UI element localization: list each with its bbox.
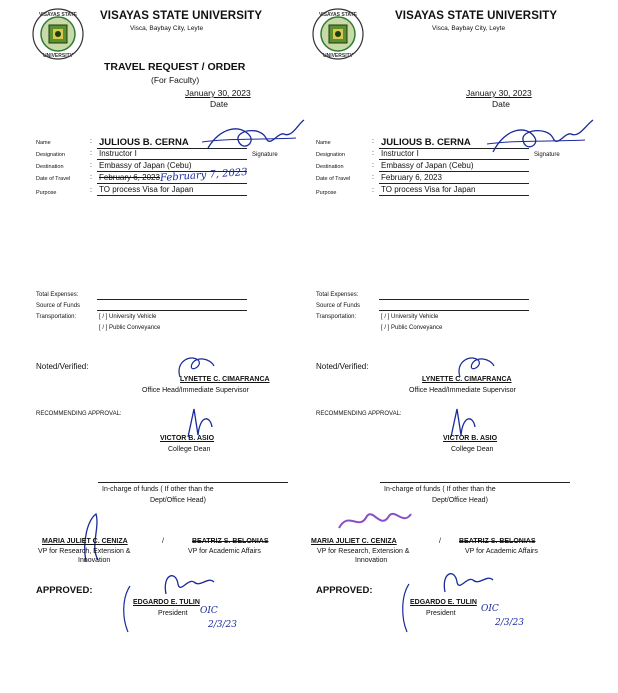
noted-role: Office Head/Immediate Supervisor	[142, 387, 249, 394]
recommending-label: RECOMMENDING APPROVAL:	[36, 411, 122, 417]
funds-line1: In-charge of funds ( If other than the	[384, 486, 496, 493]
purpose-label: Purpose	[316, 190, 337, 196]
name-label: Name	[316, 140, 331, 146]
source-funds-label: Source of Funds	[36, 303, 81, 309]
vp-research-role1: VP for Research, Extension &	[38, 548, 131, 555]
option-university-vehicle: [ / ] University Vehicle	[381, 314, 439, 320]
option-public-conveyance: [ / ] Public Conveyance	[381, 325, 443, 331]
applicant-signature	[485, 118, 597, 168]
designation-label: Designation	[36, 152, 66, 158]
travel-date-value: February 6, 2023	[99, 173, 160, 182]
svg-text:UNIVERSITY: UNIVERSITY	[42, 53, 74, 59]
president-role: President	[158, 610, 188, 617]
destination-label: Destination	[36, 164, 64, 170]
travel-date-label: Date of Travel	[316, 176, 351, 182]
purpose-value: TO process Visa for Japan	[99, 185, 194, 194]
purpose-label: Purpose	[36, 190, 57, 196]
university-address: Visca, Baybay City, Leyte	[432, 25, 506, 32]
transportation-label: Transportation:	[36, 314, 77, 320]
funds-line2: Dept/Office Head)	[150, 497, 206, 504]
vp-academic-name: BEATRIZ S. BELONIAS	[459, 538, 536, 545]
president-initials: OIC	[200, 606, 218, 616]
name-value: JULIOUS B. CERNA	[99, 137, 189, 148]
name-value: JULIOUS B. CERNA	[381, 137, 471, 148]
vp-research-signature	[335, 506, 415, 536]
designation-value: Instructor I	[381, 149, 419, 158]
university-name: VISAYAS STATE UNIVERSITY	[100, 10, 263, 22]
svg-text:VISAYAS STATE: VISAYAS STATE	[38, 12, 78, 18]
total-expenses-label: Total Expenses:	[316, 292, 359, 298]
noted-name: LYNETTE C. CIMAFRANCA	[422, 376, 512, 383]
president-initials: OIC	[481, 604, 499, 614]
option-university-vehicle: [ / ] University Vehicle	[99, 314, 157, 320]
vp-academic-name: BEATRIZ S. BELONIAS	[192, 538, 269, 545]
university-seal-icon	[312, 8, 364, 60]
date-label: Date	[210, 99, 228, 109]
date-label: Date	[492, 99, 510, 109]
funds-line1: In-charge of funds ( If other than the	[102, 486, 214, 493]
noted-role: Office Head/Immediate Supervisor	[409, 387, 516, 394]
university-name: VISAYAS STATE UNIVERSITY	[395, 10, 558, 22]
president-name: EDGARDO E. TULIN	[133, 599, 200, 606]
university-seal-icon	[32, 8, 84, 60]
svg-text:UNIVERSITY: UNIVERSITY	[322, 53, 354, 59]
vp-research-name: MARIA JULIET C. CENIZA	[311, 538, 397, 545]
recommending-name: VICTOR B. ASIO	[443, 435, 498, 442]
university-address: Visca, Baybay City, Leyte	[130, 25, 204, 32]
form-copy-left: VISAYAS STATE UNIVERSITY VISAYAS STATE UNIVERSITY Visca, Baybay City, Leyte TRAVEL REQUEST / ORDER (For Faculty) January 30, 2023 Date Name : JULIOUS B. CERNA Designation : Instructor I Signature Destination : Embassy of Japan (Cebu) Date of Travel : February 6, 2023 February 7, 2023 Purpose : TO process Visa for Japan Total Expenses: Source of Funds Transportation: [ / ] University Vehicle [ / ] Public Conveyance Noted/Verified: LYNETTE C. CIMAFRANCA Office Head/Immediate Supervisor RECOMMENDING APPROVAL: VICTOR B. ASIO College Dean In-charge of funds ( If other than the Dept/Office Head) MARIA JULIET C. CENIZA VP for Research, Extension & Innovation / BEATRIZ S. BELONIAS VP for Academic Affairs APPROVED: EDGARDO E. TULIN President OIC 2/3/23	[0, 0, 300, 693]
destination-value: Embassy of Japan (Cebu)	[99, 161, 192, 170]
travel-date-correction: February 7, 2023	[159, 166, 248, 185]
vp-research-role2: Innovation	[78, 557, 111, 564]
noted-label: Noted/Verified:	[36, 362, 89, 371]
president-date-note: 2/3/23	[208, 620, 237, 630]
funds-line2: Dept/Office Head)	[432, 497, 488, 504]
recommending-role: College Dean	[168, 446, 211, 453]
president-role: President	[426, 610, 456, 617]
transportation-label: Transportation:	[316, 314, 357, 320]
president-date-note: 2/3/23	[495, 618, 524, 628]
total-expenses-label: Total Expenses:	[36, 292, 79, 298]
vp-research-role1: VP for Research, Extension &	[317, 548, 410, 555]
president-name: EDGARDO E. TULIN	[410, 599, 477, 606]
designation-value: Instructor I	[99, 149, 137, 158]
option-public-conveyance: [ / ] Public Conveyance	[99, 325, 161, 331]
name-label: Name	[36, 140, 51, 146]
form-subtitle: (For Faculty)	[151, 75, 200, 85]
travel-date-label: Date of Travel	[36, 176, 71, 182]
request-date: January 30, 2023	[185, 88, 251, 98]
approved-label: APPROVED:	[36, 585, 93, 596]
destination-value: Embassy of Japan (Cebu)	[381, 161, 474, 170]
recommending-name: VICTOR B. ASIO	[160, 435, 215, 442]
travel-date-value: February 6, 2023	[381, 173, 442, 182]
recommending-label: RECOMMENDING APPROVAL:	[316, 411, 402, 417]
svg-text:VISAYAS STATE: VISAYAS STATE	[318, 12, 358, 18]
signature-label: Signature	[252, 152, 278, 158]
source-funds-label: Source of Funds	[316, 303, 361, 309]
applicant-signature	[200, 118, 310, 163]
destination-label: Destination	[316, 164, 344, 170]
form-title: TRAVEL REQUEST / ORDER	[104, 61, 246, 73]
request-date: January 30, 2023	[466, 88, 532, 98]
approved-label: APPROVED:	[316, 585, 373, 596]
vp-research-name: MARIA JULIET C. CENIZA	[42, 538, 128, 545]
signature-label: Signature	[534, 152, 560, 158]
vp-academic-role: VP for Academic Affairs	[188, 548, 261, 555]
recommending-role: College Dean	[451, 446, 494, 453]
noted-label: Noted/Verified:	[316, 362, 369, 371]
noted-name: LYNETTE C. CIMAFRANCA	[180, 376, 270, 383]
vp-academic-role: VP for Academic Affairs	[465, 548, 538, 555]
purpose-value: TO process Visa for Japan	[381, 185, 476, 194]
vp-research-role2: Innovation	[355, 557, 388, 564]
form-copy-right: VISAYAS STATE UNIVERSITY VISAYAS STATE UNIVERSITY Visca, Baybay City, Leyte January 30, 2023 Date Name : JULIOUS B. CERNA Designation : Instructor I Signature Destination : Embassy of Japan (Cebu) Date of Travel : February 6, 2023 Purpose : TO process Visa for Japan Total Expenses: Source of Funds Transportation: [ / ] University Vehicle [ / ] Public Conveyance Noted/Verified: LYNETTE C. CIMAFRANCA Office Head/Immediate Supervisor RECOMMENDING APPROVAL: VICTOR B. ASIO College Dean In-charge of funds ( If other than the Dept/Office Head) MARIA JULIET C. CENIZA VP for Research, Extension & Innovation / BEATRIZ S. BELONIAS VP for Academic Affairs APPROVED: EDGARDO E. TULIN President OIC 2/3/23	[305, 0, 605, 693]
designation-label: Designation	[316, 152, 346, 158]
